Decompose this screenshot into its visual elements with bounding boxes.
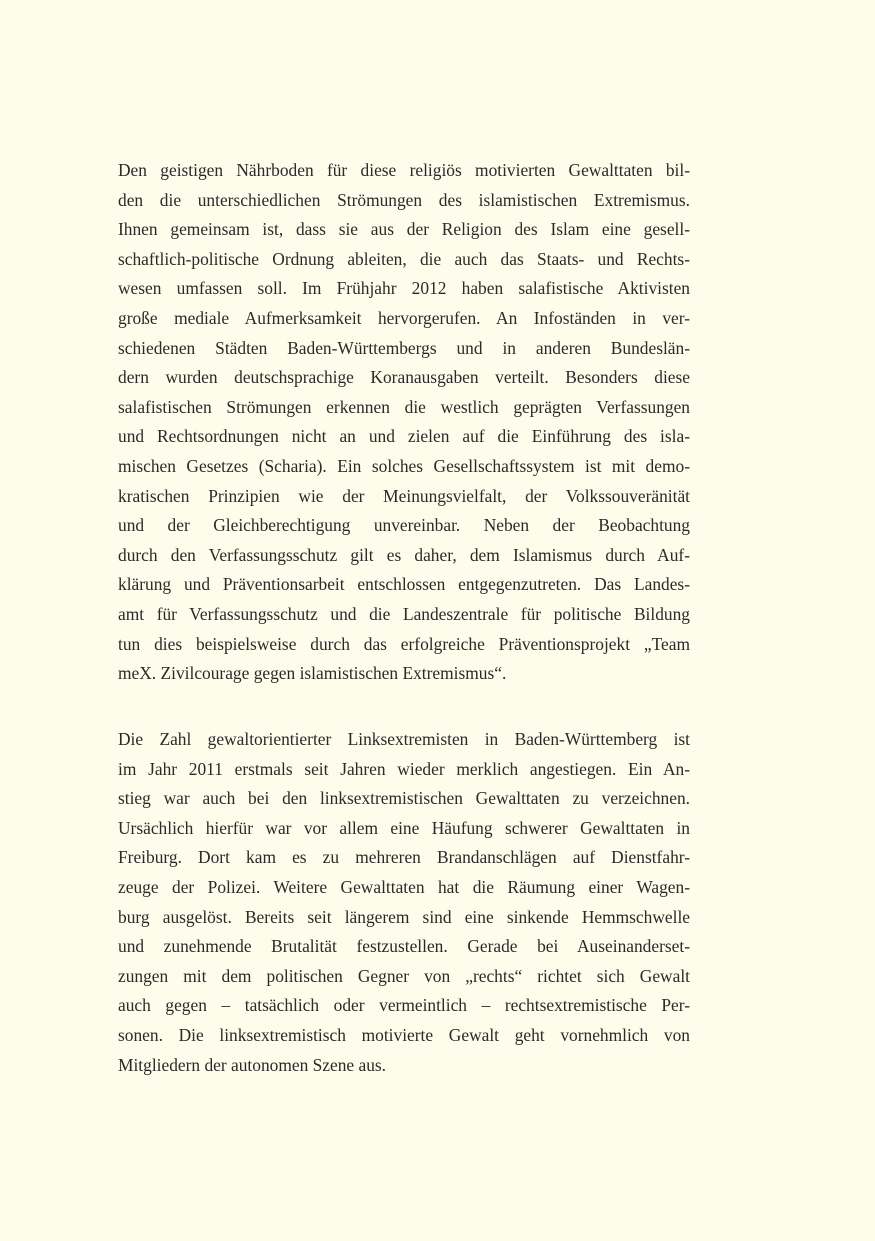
text-line: und Rechtsordnungen nicht an und zielen auf die Einführung des isla- [118,426,690,447]
text-line: Die Zahl gewaltorientierter Linksextremisten in Baden-Württemberg ist [118,729,690,749]
text-line: dern wurden deutschsprachige Koranausgaben verteilt. Besonders diese [118,367,690,388]
text-line: salafistischen Strömungen erkennen die westlich geprägten Verfassungen [118,396,690,417]
text-line: Ursächlich hierfür war vor allem eine Häufung schwerer Gewalttaten in [118,817,690,838]
text-line: und zunehmende Brutalität festzustellen. Gerade bei Auseinanderset- [118,936,690,957]
text-line: Den geistigen Nährboden für diese religiös motivierten Gewalttaten bil- [118,160,690,180]
text-line: auch gegen – tatsächlich oder vermeintlich – rechtsextremistische Per- [118,995,690,1016]
text-line: Ihnen gemeinsam ist, dass sie aus der Religion des Islam eine gesell- [118,219,690,240]
text-line: Mitgliedern der autonomen Szene aus. [118,1054,387,1075]
text-line: schiedenen Städten Baden-Württembergs und in anderen Bundeslän- [118,337,690,358]
text-line: sonen. Die linksextremistisch motivierte Gewalt geht vornehmlich von [118,1024,690,1045]
text-line: burg ausgelöst. Bereits seit längerem sind eine sinkende Hemmschwelle [118,906,690,927]
text-line: stieg war auch bei den linksextremistischen Gewalttaten zu verzeichnen. [118,788,690,809]
text-line: schaftlich-politische Ordnung ableiten, die auch das Staats- und Rechts- [118,248,690,269]
text-line: durch den Verfassungsschutz gilt es daher, dem Islamismus durch Auf- [118,544,690,565]
text-line: zeuge der Polizei. Weitere Gewalttaten hat die Räumung einer Wagen- [118,876,690,897]
text-line: kratischen Prinzipien wie der Meinungsvielfalt, der Volkssouveränität [118,485,690,506]
paragraph-islamism [118,156,690,689]
text-line: Freiburg. Dort kam es zu mehreren Brandanschlägen auf Dienstfahr- [118,847,690,868]
text-line: meX. Zivilcourage gegen islamistischen Extremismus“. [118,663,507,684]
paragraph-left-extremism [118,725,690,1080]
text-line: tun dies beispielsweise durch das erfolgreiche Präventionsprojekt „Team [118,633,690,654]
text-line: wesen umfassen soll. Im Frühjahr 2012 haben salafistische Aktivisten [118,278,690,299]
text-line: große mediale Aufmerksamkeit hervorgerufen. An Infoständen in ver- [118,307,690,328]
text-line: den die unterschiedlichen Strömungen des islamistischen Extremismus. [118,189,690,210]
text-line: amt für Verfassungsschutz und die Landeszentrale für politische Bildung [118,603,690,624]
text-line: klärung und Präventionsarbeit entschlossen entgegenzutreten. Das Landes- [118,574,690,595]
text-line: mischen Gesetzes (Scharia). Ein solches Gesellschaftssystem ist mit demo- [118,455,690,476]
text-line: und der Gleichberechtigung unvereinbar. Neben der Beobachtung [118,515,690,536]
text-line: im Jahr 2011 erstmals seit Jahren wieder merklich angestiegen. Ein An- [118,758,690,779]
text-line: zungen mit dem politischen Gegner von „rechts“ richtet sich Gewalt [118,965,690,986]
